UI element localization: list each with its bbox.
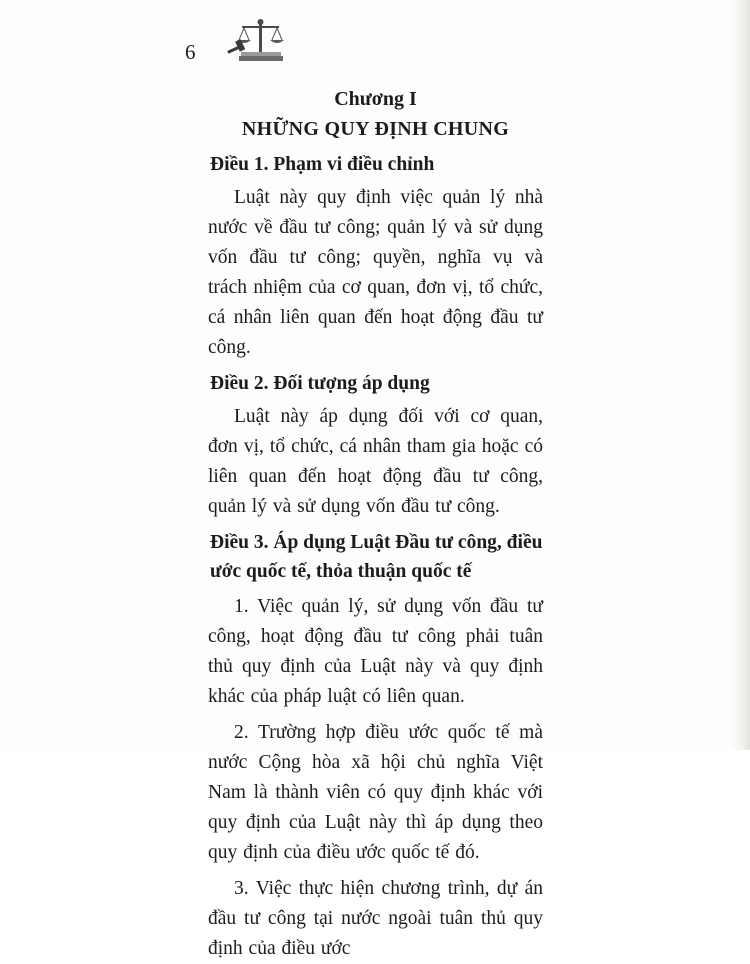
article-1-paragraph: Luật này quy định việc quản lý nhà nước về đầu tư công; quản lý và sử dụng vốn đầu tư công; quyền, nghĩa vụ và trách nhiệm của cơ quan, đơn vị, tổ chức, cá nhân liên quan đến hoạt động đầu tư công.: [208, 187, 543, 358]
article-3-paragraph-2: 2. Trường hợp điều ước quốc tế mà nước Cộng hòa xã hội chủ nghĩa Việt Nam là thành viên có quy định khác với quy định của Luật này thì áp dụng theo quy định của điều ước quốc tế đó.: [208, 722, 543, 863]
article-1-heading: Điều 1. Phạm vi điều chỉnh: [210, 154, 435, 175]
page-content: [208, 84, 543, 964]
article-2-heading: Điều 2. Đối tượng áp dụng: [210, 373, 430, 394]
article-3-paragraph-1: 1. Việc quản lý, sử dụng vốn đầu tư công, hoạt động đầu tư công phải tuân thủ quy định của Luật này và quy định khác của pháp luật có liên quan.: [208, 596, 543, 707]
article-3-heading: Điều 3. Áp dụng Luật Đầu tư công, điều ước quốc tế, thỏa thuận quốc tế: [210, 532, 543, 582]
page-number: 6: [185, 40, 196, 64]
article-2-paragraph: Luật này áp dụng đối với cơ quan, đơn vị, tổ chức, cá nhân tham gia hoặc có liên quan đến hoạt động đầu tư công, quản lý và sử dụng vốn đầu tư công.: [208, 406, 543, 517]
article-3-paragraph-3: 3. Việc thực hiện chương trình, dự án đầu tư công tại nước ngoài tuân thủ quy định của điều ước: [208, 878, 543, 959]
chapter-title: NHỮNG QUY ĐỊNH CHUNG: [241, 118, 510, 140]
chapter-label: Chương I: [334, 88, 417, 110]
scales-of-justice-gavel-icon: [225, 12, 291, 66]
page-edge-shadow: [732, 0, 750, 750]
